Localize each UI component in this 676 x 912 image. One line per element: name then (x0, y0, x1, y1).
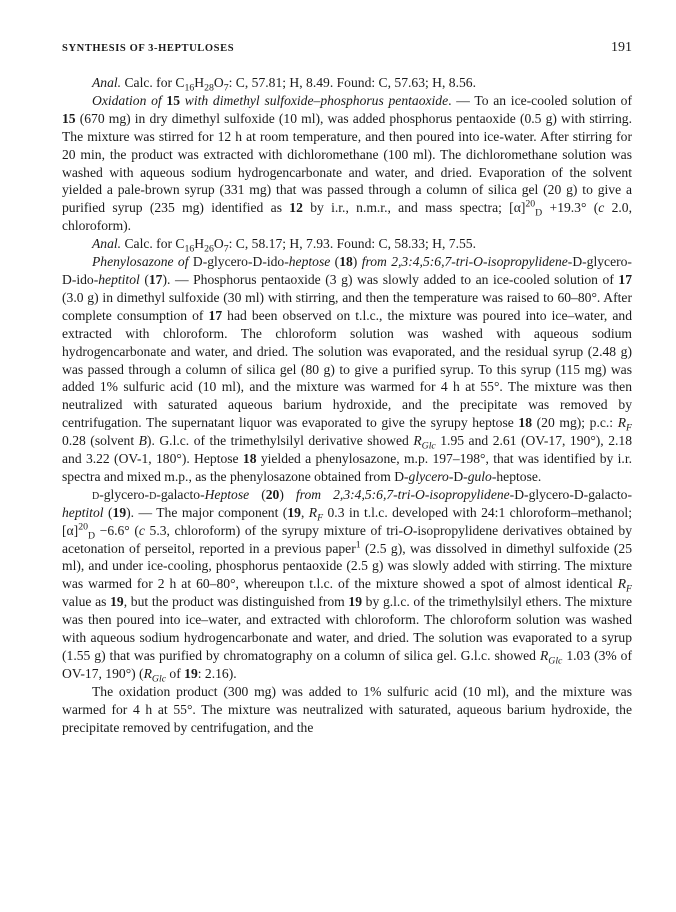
paragraph-analysis-2: Anal. Calc. for $C_{16}H_{26}O_7$: C, 58.17; H, 7.93. Found: C, 58.33; H, 7.55. (92, 236, 476, 255)
paragraph-oxidation-15: Oxidation of 15 with dimethyl sulfoxide–phosphorus pentaoxide. — To an ice-cooled solution of 15 (670 mg) in dry dimethyl sulfoxide (10 ml), was added phosphorus pentaoxide (0.5 g) with stirring. The mixture was stirred for 12 h at room temperature, and then poured into ice-water. After stirring for 20 min, the product was extracted with dichloromethane (100 ml). The dichloromethane solution was washed with aqueous sodium hydrogencarbonate and water, and dried. Evaporation of the solvent yielded a pale-brown syrup (331 mg) that was passed through a column of silica gel (20 g) to give a purified syrup (235 mg) identified as 12 by i.r., n.m.r., and mass spectra; $[\alpha]^{20}_D +19.3^\circ$ (c 2.0, chloroform). (62, 92, 632, 234)
paragraph-phenylosazone: Phenylosazone of D-glycero-D-ido-heptose (18) from 2,3:4,5:6,7-tri-O-isopropylidene-D-glycero-D-ido-heptitol (17). — Phosphorus pentaoxide (3 g) was slowly added to an ice-cooled solution of 17 (3.0 g) in dimethyl sulfoxide (30 ml) with stirring, and then the temperature was raised to 60–80°. After complete consumption of 17 had been observed on t.l.c., the mixture was poured into ice–water, and extracted with chloroform. The chloroform solution was washed with aqueous sodium hydrogencarbonate and water, and dried. The solution was evaporated, and the residual syrup (2.48 g) was passed through a column of silica gel (80 g) to give a purified syrup. To this syrup (115 mg) was added 1% sulfuric acid (10 ml), and the mixture was warmed for 4 h at 55°. The mixture was then neutralized with saturated aqueous barium hydroxide, and the precipitate was removed by centrifugation. The supernatant liquor was evaporated to give the syrupy heptose 18 (20 mg); p.c.: $R_F$ 0.28 (solvent B). G.l.c. of the trimethylsilyl derivative showed $R_{Glc}$ 1.95 and 2.61 (OV-17, 190°), 2.18 and 3.22 (OV-1, 180°). Heptose 18 yielded a phenylosazone, m.p. 197–198°, that was identified by i.r. spectra and mixed m.p., as the phenylosazone obtained from D-glycero-D-gulo-heptose. (62, 254, 632, 484)
paragraph-analysis-1: Anal. Calc. for $C_{16}H_{28}O_7$: C, 57.81; H, 8.49. Found: C, 57.63; H, 8.56. (92, 75, 476, 94)
paragraph-galacto-heptose: d-glycero-d-galacto-Heptose (20) from 2,3:4,5:6,7-tri-O-isopropylidene-D-glycero-D-galacto-heptitol (19). — The major component (19, $R_F$ 0.3 in t.l.c. developed with 24:1 chloroform–methanol; $[\alpha]^{20}_D -6.6^\circ$ (c 5.3, chloroform) of the syrupy mixture of tri-O-isopropylidene derivatives obtained by acetonation of perseitol, reported in a previous paper$^1$ (2.5 g), was dissolved in dimethyl sulfoxide (25 ml), and under ice-cooling, phosphorus pentaoxide (2.5 g) was slowly added with stirring. The mixture was warmed for 2 h at 60–80°, whereupon t.l.c. of the mixture showed a spot of almost identical $R_F$ value as 19, but the product was distinguished from 19 by g.l.c. of the trimethylsilyl ethers. The mixture was then poured into ice–water, and extracted with chloroform. The chloroform solution was washed with aqueous sodium hydrogencarbonate and water, and dried. The solution was evaporated to a syrup (1.55 g) that was purified by chromatography on a column of silica gel. G.l.c. showed $R_{Glc}$ 1.03 (3% of OV-17, 190°) ($R_{Glc}$ of 19: 2.16). (62, 486, 633, 685)
page-number: 191 (611, 40, 632, 55)
body-text (62, 74, 632, 737)
running-head (62, 40, 632, 62)
journal-page (62, 40, 632, 737)
paragraph-oxidation-product: The oxidation product (300 mg) was added to 1% sulfuric acid (10 ml), and the mixture was warmed for 4 h at 55°. The mixture was neutralized with saturated, aqueous barium hydroxide, the precipitate removed by centrifugation, and the (62, 683, 632, 735)
running-title: SYNTHESIS OF 3-HEPTULOSES (62, 43, 235, 54)
